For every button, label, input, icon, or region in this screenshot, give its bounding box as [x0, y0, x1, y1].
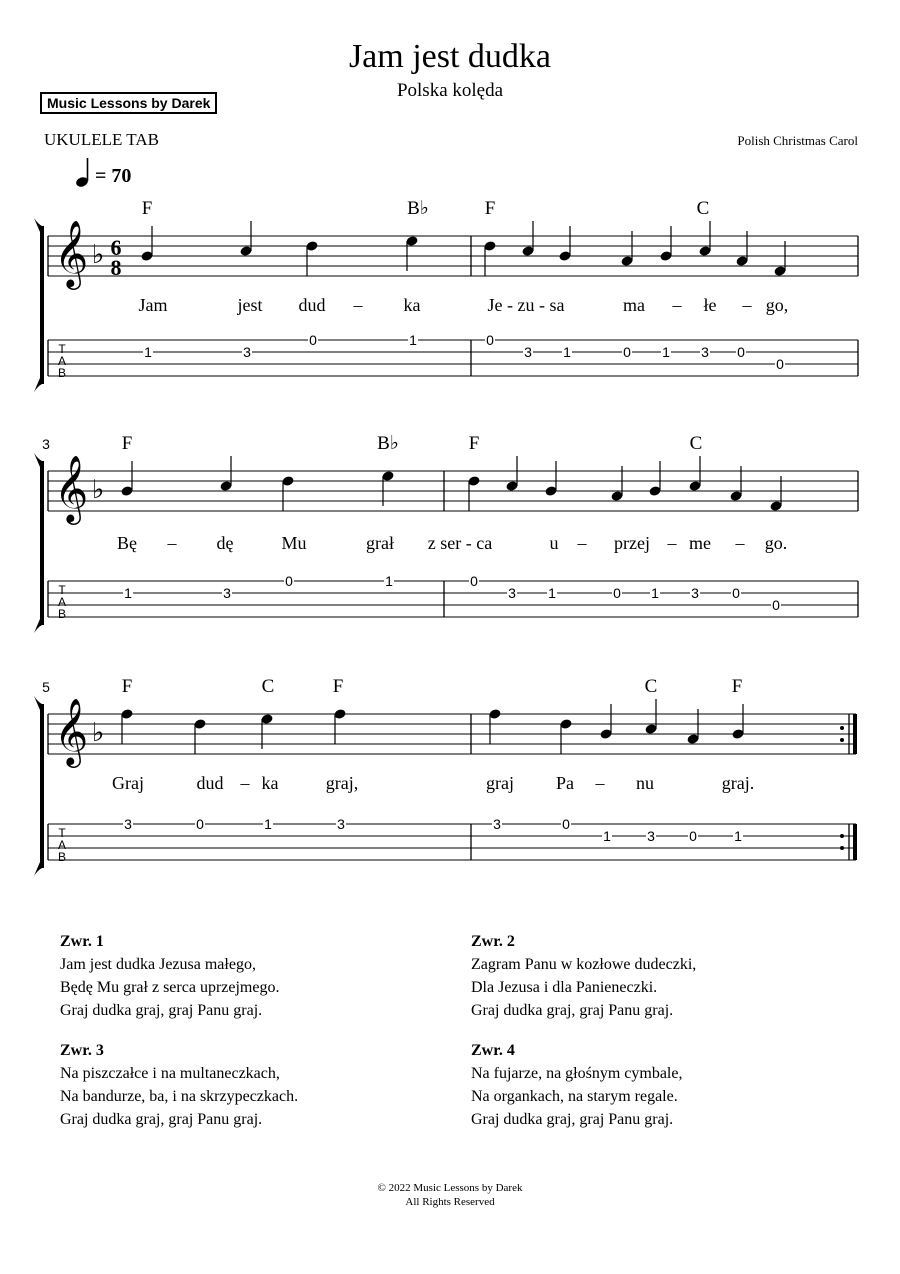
lyric-syllable: go. [764, 533, 788, 553]
tab-fret-number: 3 [337, 816, 345, 832]
tab-fret-number: 1 [603, 828, 611, 844]
tab-clef-letter: B [57, 366, 67, 380]
music-system-3 [34, 676, 857, 876]
treble-clef-icon: 𝄞 [54, 219, 89, 287]
verse-line: Zagram Panu w kozłowe dudeczki, [471, 956, 697, 973]
chord-symbol: C [644, 676, 658, 697]
chord-symbol: F [121, 433, 133, 454]
tab-clef-letter: A [57, 595, 67, 609]
tempo-marking [75, 158, 132, 188]
music-system-1 [34, 198, 858, 392]
tab-fret-number: 0 [623, 344, 631, 360]
lyric-syllable: Je - zu - sa [487, 295, 565, 315]
lyric-syllable: me [689, 533, 711, 553]
tab-fret-number: 0 [776, 356, 784, 372]
repeat-dot [840, 834, 844, 838]
verse-line: Jam jest dudka Jezusa małego, [60, 956, 256, 973]
tab-fret-number: 1 [124, 585, 132, 601]
lyric-syllable: dud [196, 773, 224, 793]
verse-line: Dla Jezusa i dla Panieneczki. [471, 979, 658, 996]
chord-symbol: C [261, 676, 275, 697]
chord-symbol: F [141, 198, 153, 219]
verse-line: Graj dudka graj, graj Panu graj. [471, 1002, 674, 1019]
lyric-syllable: – [167, 533, 177, 553]
music-system-2 [34, 433, 858, 633]
lyric-syllable: Graj [112, 773, 144, 793]
tab-fret-number: 3 [701, 344, 709, 360]
lyric-syllable: – [353, 295, 363, 315]
tab-clef-letter: T [58, 583, 66, 597]
lyric-syllable: – [667, 533, 677, 553]
lyric-syllable: – [742, 295, 752, 315]
tab-fret-number: 3 [223, 585, 231, 601]
tab-fret-number: 1 [548, 585, 556, 601]
lyric-syllable: jest [237, 295, 263, 315]
lyric-syllable: łe [703, 295, 717, 315]
tab-fret-number: 3 [493, 816, 501, 832]
final-barline-thick [853, 714, 857, 754]
lyric-syllable: – [735, 533, 745, 553]
verse-line: Będę Mu grał z serca uprzejmego. [60, 979, 280, 996]
verse-4 [471, 1039, 682, 1131]
page-title: Jam jest dudka [348, 38, 552, 75]
flat-key-signature-icon: ♭ [92, 475, 105, 505]
tab-fret-number: 1 [651, 585, 659, 601]
tab-fret-number: 0 [309, 332, 317, 348]
lyric-syllable: u [549, 533, 559, 553]
lyric-syllable: – [577, 533, 587, 553]
tab-fret-number: 1 [385, 573, 393, 589]
tab-fret-number: 1 [563, 344, 571, 360]
tab-fret-number: 3 [647, 828, 655, 844]
verse-line: Graj dudka graj, graj Panu graj. [60, 1111, 263, 1128]
verse-line: Graj dudka graj, graj Panu graj. [60, 1002, 263, 1019]
chord-symbol: F [121, 676, 133, 697]
instrument-label: UKULELE TAB [44, 130, 159, 149]
final-barline-thick [853, 824, 857, 860]
chord-symbol: F [731, 676, 743, 697]
lyric-syllable: grał [366, 533, 394, 553]
chord-symbol: F [484, 198, 496, 219]
tab-clef-letter: B [57, 607, 67, 621]
tab-clef-letter: A [57, 838, 67, 852]
systems-layer [34, 198, 858, 876]
verse-line: Na piszczałce i na multaneczkach, [60, 1065, 280, 1082]
tab-fret-number: 0 [689, 828, 697, 844]
lyric-syllable: dę [216, 533, 234, 553]
repeat-dot [840, 738, 844, 742]
verse-line: Na fujarze, na głośnym cymbale, [471, 1065, 683, 1082]
tab-clef-letter: B [57, 850, 67, 864]
copyright-text: © 2022 Music Lessons by Darek [377, 1182, 523, 1194]
tab-fret-number: 0 [732, 585, 740, 601]
chord-symbol: F [468, 433, 480, 454]
lyric-syllable: Bę [117, 533, 137, 553]
page-subtitle: Polska kolęda [396, 80, 504, 101]
tab-fret-number: 0 [737, 344, 745, 360]
tab-fret-number: 1 [264, 816, 272, 832]
lyric-syllable: graj. [721, 773, 755, 793]
chord-symbol: B♭ [407, 198, 429, 219]
lyric-syllable: nu [636, 773, 654, 793]
tab-fret-number: 1 [734, 828, 742, 844]
lyric-syllable: przej [614, 533, 650, 553]
lyric-syllable: – [240, 773, 250, 793]
verse-line: Na organkach, na starym regale. [471, 1088, 678, 1105]
tab-fret-number: 3 [124, 816, 132, 832]
tab-clef-letter: T [58, 826, 66, 840]
lyric-syllable: z ser - ca [427, 533, 493, 553]
tab-fret-number: 1 [662, 344, 670, 360]
lyric-syllable: Pa [556, 773, 574, 793]
lyric-syllable: – [672, 295, 682, 315]
tab-fret-number: 0 [562, 816, 570, 832]
chord-symbol: B♭ [377, 433, 399, 454]
verse-line: Graj dudka graj, graj Panu graj. [471, 1111, 674, 1128]
tab-fret-number: 0 [486, 332, 494, 348]
tab-fret-number: 0 [285, 573, 293, 589]
tab-fret-number: 3 [691, 585, 699, 601]
flat-key-signature-icon: ♭ [92, 718, 105, 748]
measure-number: 5 [42, 679, 50, 695]
lyric-syllable: ma [623, 295, 645, 315]
verse-2 [471, 930, 696, 1022]
lyric-syllable: ka [403, 295, 421, 315]
time-signature-bottom: 8 [110, 255, 122, 280]
lyric-syllable: Mu [281, 533, 307, 553]
treble-clef-icon: 𝄞 [54, 454, 89, 522]
rights-text: All Rights Reserved [405, 1196, 495, 1208]
verse-heading: Zwr. 4 [471, 1042, 515, 1059]
tab-fret-number: 1 [409, 332, 417, 348]
lyric-syllable: graj, [325, 773, 359, 793]
lyric-syllable: – [595, 773, 605, 793]
tab-fret-number: 3 [524, 344, 532, 360]
chord-symbol: C [689, 433, 703, 454]
verse-line: Na bandurze, ba, i na skrzypeczkach. [60, 1088, 299, 1105]
verse-3 [60, 1039, 298, 1131]
tab-fret-number: 0 [470, 573, 478, 589]
tab-fret-number: 1 [144, 344, 152, 360]
lyric-syllable: Jam [138, 295, 168, 315]
verse-heading: Zwr. 1 [60, 933, 104, 950]
repeat-dot [840, 726, 844, 730]
tab-fret-number: 0 [772, 597, 780, 613]
lyric-syllable: dud [298, 295, 326, 315]
flat-key-signature-icon: ♭ [92, 240, 105, 270]
verse-1 [60, 930, 279, 1022]
brand-label: Music Lessons by Darek [40, 92, 217, 114]
chord-symbol: C [696, 198, 710, 219]
tab-fret-number: 3 [508, 585, 516, 601]
lyric-syllable: graj [486, 773, 514, 793]
origin-label: Polish Christmas Carol [737, 133, 858, 148]
lyric-syllable: go, [765, 295, 789, 315]
tab-clef-letter: T [58, 342, 66, 356]
verse-heading: Zwr. 3 [60, 1042, 104, 1059]
footer [0, 1181, 900, 1209]
tab-clef-letter: A [57, 354, 67, 368]
repeat-dot [840, 846, 844, 850]
chord-symbol: F [332, 676, 344, 697]
treble-clef-icon: 𝄞 [54, 697, 89, 765]
measure-number: 3 [42, 436, 50, 452]
tab-fret-number: 0 [196, 816, 204, 832]
lyric-syllable: ka [261, 773, 279, 793]
tab-fret-number: 0 [613, 585, 621, 601]
tempo-value: = 70 [95, 165, 132, 187]
time-signature-top: 6 [110, 235, 122, 260]
verse-heading: Zwr. 2 [471, 933, 515, 950]
tab-fret-number: 3 [243, 344, 251, 360]
